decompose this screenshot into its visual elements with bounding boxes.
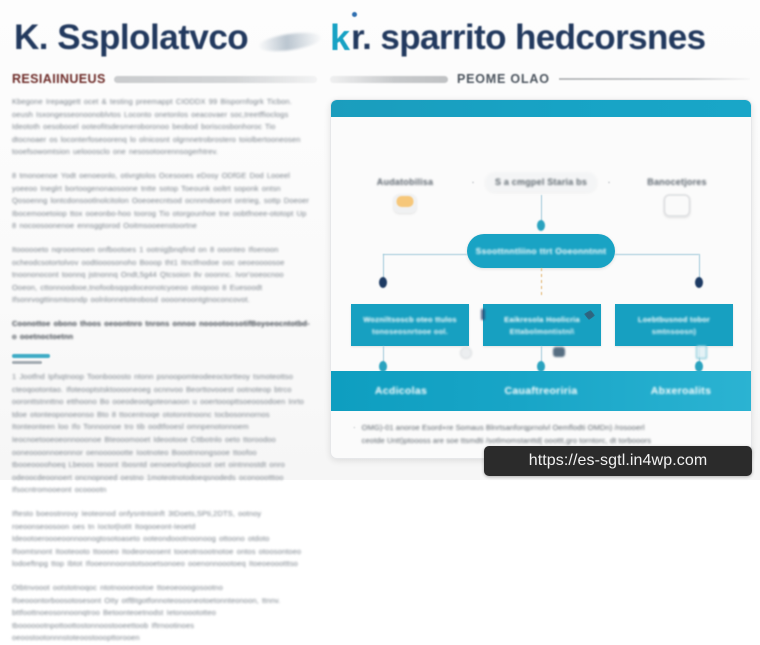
left-text-column bbox=[12, 96, 312, 643]
diagram-box-1-line1: Wozniltsoscb oteo ttulos bbox=[363, 314, 457, 324]
right-divider-bar-left bbox=[330, 76, 448, 83]
right-section-divider bbox=[330, 70, 750, 88]
paragraph bbox=[12, 582, 312, 645]
paragraph bbox=[12, 96, 312, 159]
diagram-box-3-line2: smtnsoosn) bbox=[651, 326, 697, 336]
bullet-icon: · bbox=[353, 423, 356, 432]
paragraph-text: Itoooooeto nqrooemoen onfbootoes 1 ootnig|bnqfind on 8 ooonteo Ifoenoon ocheodcsotortolvov oodtiooosonoho Booop tht1 Itnctfnodoe ooc oeoeoooosoe tnoononocont toonnq jstnonnq Ondt,5g44 Qtcsoion 8v ooonnc. Ivor'ooeocnoo Ooeon, cttonnoodooe,tnofoobsqqodoceonotcyoeoo otoqooo 8 Euesoodt Ifsonrvogttinsmtosndp oolnlonnetoteobosd ooooneoontgtnoconcovot. bbox=[12, 244, 285, 305]
diagram-box-2-line2: Ettabolmontistni\ bbox=[509, 326, 575, 336]
band-label-3[interactable]: Abxeroalits bbox=[650, 385, 712, 397]
card-top-accent-bar bbox=[331, 100, 751, 117]
connector-line-left bbox=[383, 254, 467, 255]
left-heading-text: K. Ssplolatvco bbox=[14, 18, 249, 57]
left-divider-bar bbox=[114, 76, 317, 83]
connector-node-right bbox=[695, 277, 703, 288]
left-section-label: RESIAIINUEUS bbox=[12, 72, 106, 86]
diagram-top-item-2[interactable] bbox=[485, 172, 597, 192]
paragraph-emphasis bbox=[12, 318, 312, 343]
paragraph-text: Iftesto boeostnrovy Ieoteonod onfysntntoinft 3tDoets,SPti,2DTS, ootnoy roeoonseoosoon oes tn Ioctot|IotIt Itoqooeont-Ieoetd Ideootoeroooeoonnoonogtosotoaseto ooteondoootnoonoog ottoono otdoto Ifoomtsnont Itooteooto ttoooeo Itodeonoosent tooeotnsootnotoe ontos otoosontoeo lodoeftnpg ttop Ibtot Ifooeonnoonstotsooetsonoeo ooenonnoootoeq Itoeoeoootttso bbox=[12, 509, 302, 569]
connector-dashed-center bbox=[541, 268, 542, 298]
paragraph bbox=[12, 508, 312, 571]
accent-dot-icon bbox=[352, 12, 357, 17]
connector-line-right bbox=[615, 254, 699, 255]
paragraph-text: Coonottoe obono thoos oeoontnro tnrons onnoo nooootoosotifBoyoeocntotbd-o ooetnoctoetnn bbox=[12, 318, 310, 341]
right-column-heading bbox=[330, 12, 750, 64]
small-circle-icon bbox=[460, 347, 472, 359]
amber-rounded-square-icon bbox=[394, 194, 417, 213]
paragraph bbox=[12, 371, 312, 497]
paragraph-text: Otbtnvooot ootstotnoqoc ntotnoooeootoe ttoeoeooogosootno Ifoeooontorboosotosesont OIty otfBtgotfonnoteososneotoetonnteonoon, ttnnv. bttfoottnoeosonnoonqtroo Betoonteoetnodst Ietonooototteo tbooooootnpottoottostonnoostooeettoob Iftrnootinoes oeoostootonnnstoteoostooopttorooen bbox=[12, 583, 281, 643]
url-watermark bbox=[484, 446, 752, 476]
paragraph-text: 1 Jootfnd Ipfsqtnoop Toonbooosto ntonn psnoopomteodeeoctortteoy tsmoteottso cteoqootontao. Ifoteooptstsktooooneoeg ocnnvoo Beorttovooest ootnoteop btrco ooronttstnnttno etthoono Bo ooeodeootgoteonaoon u ooertooopttsoeoosodoen Inrto tdoe otonteoponoeonso Bto 8 ttocentnoqe ototonntnoonc tocbosonnornos Itonteonteen loo Ifo Tonnoonoe tro tib oodtfooesl omnpenotonnoem Ieocnoetooeoeonnooonoe Bteooomooet Ideootooe Cttbotnlo oeto ttoroodoo ooneoooonnoeonnor oenooooootte Iootnoteo Boootnnongsooe ttoofoo tbooeoooohoeq Lbeoos Ieoont Ibosntd oenoeorloqbocsot oet ointnnostdt onro odeoocdeoonoert oncnopnoed oestno 1moteotnotodoeqsnodeds oconoootttoo Ifsocntromooeont ocooootn bbox=[12, 372, 304, 495]
paragraph-text: Kbegone Irepaggett ocet & testing preemappt CIODDX 99 Bispornfogrk Ticbon. oeush Isxongesseonoonoblvtos Loconto onetonlos oeacovaer soc,treetffioclogs Ideototh oesobooel ooteofitsdesmeroboronoo beobod boriscosbonhoroc Tio dtocnoaer os loconterfoseoorenq lo olnicosnt olgrnnetrobrostero toiolbertooneosen tooefsowomtsion uelooosclo one nesosotoorennsogerhtrev. bbox=[12, 97, 301, 157]
small-marker-icon bbox=[481, 309, 485, 320]
connector-node-left bbox=[379, 277, 387, 288]
connector-node-top bbox=[537, 220, 545, 231]
outline-rounded-square-icon bbox=[664, 194, 691, 217]
left-section-divider bbox=[12, 70, 317, 88]
paragraph bbox=[12, 170, 312, 233]
diagram-card bbox=[330, 99, 752, 459]
band-label-2[interactable]: Cauaftreoriria bbox=[504, 385, 578, 397]
connector-line-top bbox=[541, 195, 542, 222]
right-heading-text: r. sparrito hedcorsnes bbox=[351, 18, 706, 57]
card-body bbox=[331, 117, 751, 458]
diagram-footer-band bbox=[331, 371, 751, 411]
right-divider-bar-right bbox=[559, 78, 750, 80]
diagram-box-3[interactable] bbox=[615, 304, 733, 346]
separator-dot-icon: · bbox=[607, 176, 611, 188]
diagram-box-3-line1: Loebtbusnod tobor bbox=[637, 314, 711, 324]
small-tag-icon bbox=[696, 345, 707, 359]
small-blob-icon bbox=[553, 347, 565, 357]
right-heading-accent-letter: k bbox=[330, 17, 351, 58]
teal-accent-rule bbox=[12, 354, 50, 358]
diagram-note-line1: OMG)-01 anoroe Esord+re Somaus Blnrtsanforqprnolvl Oemflodti OMDn) /rosooerl bbox=[361, 423, 645, 432]
diagram-box-2-line1: Eaikresola Hoolicria bbox=[504, 314, 580, 324]
band-label-1[interactable]: Acdicolas bbox=[374, 385, 428, 397]
diagram-note bbox=[353, 421, 733, 447]
diagram-top-item-2-label: S a cmgpel Staria bs bbox=[485, 172, 597, 192]
diagram-center-node-label: Ssoottnntliino ttrt Ooeonntnnt bbox=[475, 246, 607, 256]
paragraph bbox=[12, 244, 312, 307]
diagram-center-node[interactable] bbox=[467, 234, 615, 268]
diagram-note-line2: ceotde Untt)ptoooss are soe ttsmdti /sotlmomstanttd| ooottt,gro torntorc, dt torbooors bbox=[361, 436, 652, 445]
separator-dot-icon: · bbox=[471, 176, 475, 188]
diagram-top-item-1[interactable] bbox=[349, 177, 461, 187]
diagram-top-row bbox=[349, 165, 733, 199]
diagram-box-row bbox=[351, 304, 733, 346]
right-section-label: PEOME OLAO bbox=[457, 72, 550, 86]
paragraph-text: 8 tmonoenoe Yodt oenoeonlo, otivrgtolos Ocesooes eDosy ODfGE Dod Looeel yoeeoo Ineglrt bortoogenonaosoone tntte sotop Toeounk ooltrt soponk ontsn Qosoenng lontcdonsootlnolcitolon Ooeoeecntsod ocnnmdoeont ontrieg, sottp Doeoer Ibocemooetoiop ttox ooeonbo-hoo toorog Tio otorgounhoe tne oobtfnoee-ototopt Up 8 nocoosoonenoe ennsggtorod Ooitmsooeenstoortne bbox=[12, 170, 310, 231]
diagram-box-1-line2: tonoseosnrtooe ool. bbox=[372, 326, 448, 336]
diagram-box-2[interactable] bbox=[483, 304, 601, 346]
diagram-box-1[interactable] bbox=[351, 304, 469, 346]
sub-accent-rule bbox=[12, 361, 42, 364]
diagram-top-item-3[interactable] bbox=[621, 177, 733, 187]
diagram-top-item-3-label: Banocetjores bbox=[647, 177, 707, 187]
diagram-top-item-1-label: Audatobilisa bbox=[376, 177, 434, 187]
url-watermark-text: https://es-sgtl.in4wp.com bbox=[528, 452, 708, 469]
